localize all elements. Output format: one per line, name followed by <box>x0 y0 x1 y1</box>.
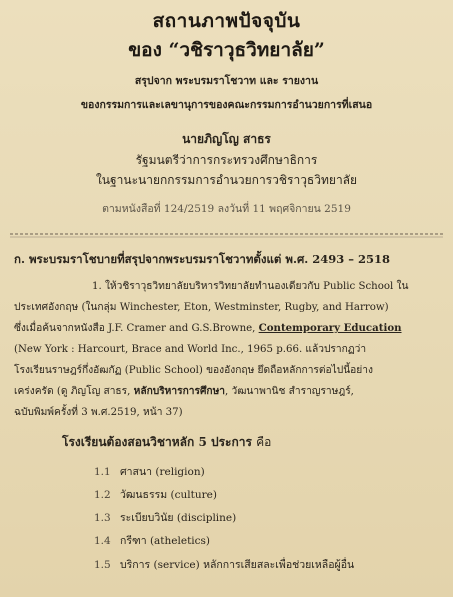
paragraph-line: 1. ให้วชิราวุธวิทยาลัยบริหารวิทยาลัยทำนองเดียวกับ Public School ใน <box>92 281 409 292</box>
reference-book-title: หลักบริหารการศึกษา <box>133 385 226 397</box>
subjects-heading-text: โรงเรียนต้องสอนวิชาหลัก 5 ประการ <box>62 435 252 449</box>
list-item-label: กรีฑา (atheletics) <box>120 535 211 547</box>
list-item <box>94 486 217 503</box>
list-item <box>94 532 210 549</box>
list-item <box>94 556 354 573</box>
paragraph-line: ฉบับพิมพ์ครั้งที่ 3 พ.ศ.2519, หน้า 37) <box>14 407 183 418</box>
author-role: ในฐานะนายกกรรมการอำนวยการวชิราวุธวิทยาลัย <box>95 173 358 187</box>
paragraph-line: โรงเรียนราษฎร์กึ่งอัฒกัฏ (Public School) ของอังกฤษ ยึดถือหลักการต่อไปนี้อย่าง <box>14 365 373 376</box>
list-item-label: วัฒนธรรม (culture) <box>120 489 217 501</box>
list-item-number: 1.5 <box>94 559 111 571</box>
committee-line: ของกรรมการและเลขานุการของคณะกรรมการอำนวยการที่เสนอ <box>80 99 373 111</box>
list-item-label: บริการ (service) หลักการเสียสละเพื่อช่วยเหลือผู้อื่น <box>120 559 355 571</box>
reference-line: ตามหนังสือที่ 124/2519 ลงวันที่ 11 พฤศจิกายน 2519 <box>102 203 351 215</box>
paragraph-line: (New York : Harcourt, Brace and World Inc., 1965 p.66. แล้วปรากฏว่า <box>14 344 367 355</box>
list-item <box>94 463 205 480</box>
paragraph-line <box>14 318 439 339</box>
subjects-heading <box>62 433 271 452</box>
list-item-number: 1.1 <box>94 466 111 478</box>
document-title: สถานภาพปัจจุบัน <box>152 10 301 32</box>
list-item-number: 1.3 <box>94 512 111 524</box>
list-item-label: ศาสนา (religion) <box>120 466 205 478</box>
book-title: Contemporary Education <box>258 322 402 334</box>
paragraph-line <box>14 381 439 402</box>
list-item-number: 1.4 <box>94 535 111 547</box>
summary-line: สรุปจาก พระบรมราโชวาท และ รายงาน <box>134 75 319 87</box>
subjects-heading-suffix: คือ <box>256 435 272 449</box>
paragraph-text: , วัฒนาพานิช สำราญราษฎร์, <box>225 386 354 397</box>
document-subtitle: ของ “วชิราวุธวิทยาลัย” <box>128 39 325 61</box>
section-a-heading: ก. พระบรมราโชบายที่สรุปจากพระบรมราโชวาทตั้งแต่ พ.ศ. 2493 – 2518 <box>14 252 391 266</box>
section-divider <box>10 232 443 240</box>
list-item-number: 1.2 <box>94 489 111 501</box>
paragraph-line: ประเทศอังกฤษ (ในกลุ่ม Winchester, Eton, Westminster, Rugby, and Harrow) <box>14 302 389 313</box>
author-name: นายภิญโญ สาธร <box>182 132 271 146</box>
paragraph-text: เคร่งครัด (ดู ภิญโญ สาธร, <box>14 386 134 397</box>
list-item-label: ระเบียบวินัย (discipline) <box>120 512 237 524</box>
author-position: รัฐมนตรีว่าการกระทรวงศึกษาธิการ <box>135 153 318 167</box>
list-item <box>94 509 236 526</box>
paragraph-text: ซึ่งเมื่อค้นจากหนังสือ J.F. Cramer and G.S.Browne, <box>14 323 259 334</box>
